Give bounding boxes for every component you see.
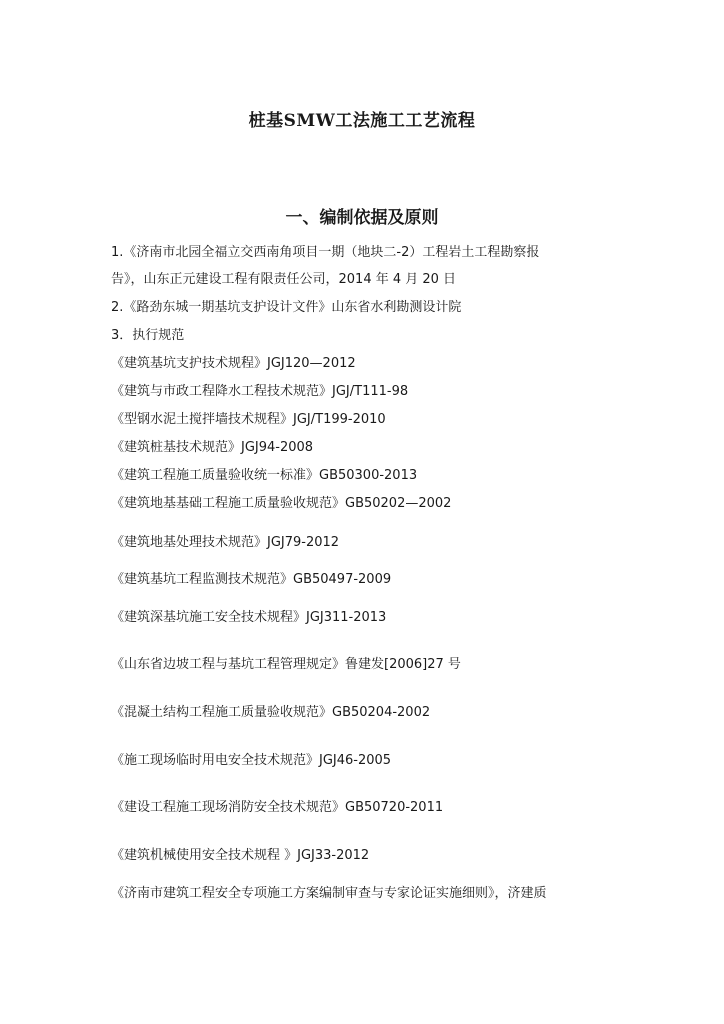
reference-line-3: 3．执行规范 — [111, 328, 185, 343]
standard-item: 《建筑基坑工程监测技术规范》GB50497-2009 — [111, 572, 392, 587]
standard-item: 《建筑地基基础工程施工质量验收规范》GB50202—2002 — [111, 496, 452, 511]
document-title: 桩基SMW工法施工工艺流程 — [248, 111, 476, 131]
reference-line-2: 2.《路劲东城一期基坑支护设计文件》山东省水利勘测设计院 — [111, 300, 462, 315]
standard-item: 《建筑深基坑施工安全技术规程》JGJ311-2013 — [111, 610, 387, 625]
section-heading: 一、编制依据及原则 — [285, 208, 439, 228]
standard-item: 《建筑与市政工程降水工程技术规范》JGJ/T111-98 — [111, 384, 409, 399]
standard-item: 《济南市建筑工程安全专项施工方案编制审查与专家论证实施细则》，济建质 — [111, 886, 547, 901]
standard-item: 《建筑工程施工质量验收统一标准》GB50300-2013 — [111, 468, 418, 483]
standard-item: 《建筑地基处理技术规范》JGJ79-2012 — [111, 535, 340, 550]
reference-line-1-cont: 告》，山东正元建设工程有限责任公司，2014 年 4 月 20 日 — [111, 272, 457, 287]
standard-item: 《建筑基坑支护技术规程》JGJ120—2012 — [111, 356, 356, 371]
standard-item: 《山东省边坡工程与基坑工程管理规定》鲁建发[2006]27 号 — [111, 657, 461, 672]
standard-item: 《混凝土结构工程施工质量验收规范》GB50204-2002 — [111, 705, 431, 720]
standard-item: 《建筑桩基技术规范》JGJ94-2008 — [111, 440, 314, 455]
standard-item: 《型钢水泥土搅拌墙技术规程》JGJ/T199-2010 — [111, 412, 386, 427]
standard-item: 《建设工程施工现场消防安全技术规范》GB50720-2011 — [111, 800, 444, 815]
reference-line-1: 1.《济南市北园全福立交西南角项目一期（地块二-2）工程岩土工程勘察报 — [111, 245, 540, 260]
standard-item: 《施工现场临时用电安全技术规范》JGJ46-2005 — [111, 753, 392, 768]
standard-item: 《建筑机械使用安全技术规程 》JGJ33-2012 — [111, 848, 370, 863]
